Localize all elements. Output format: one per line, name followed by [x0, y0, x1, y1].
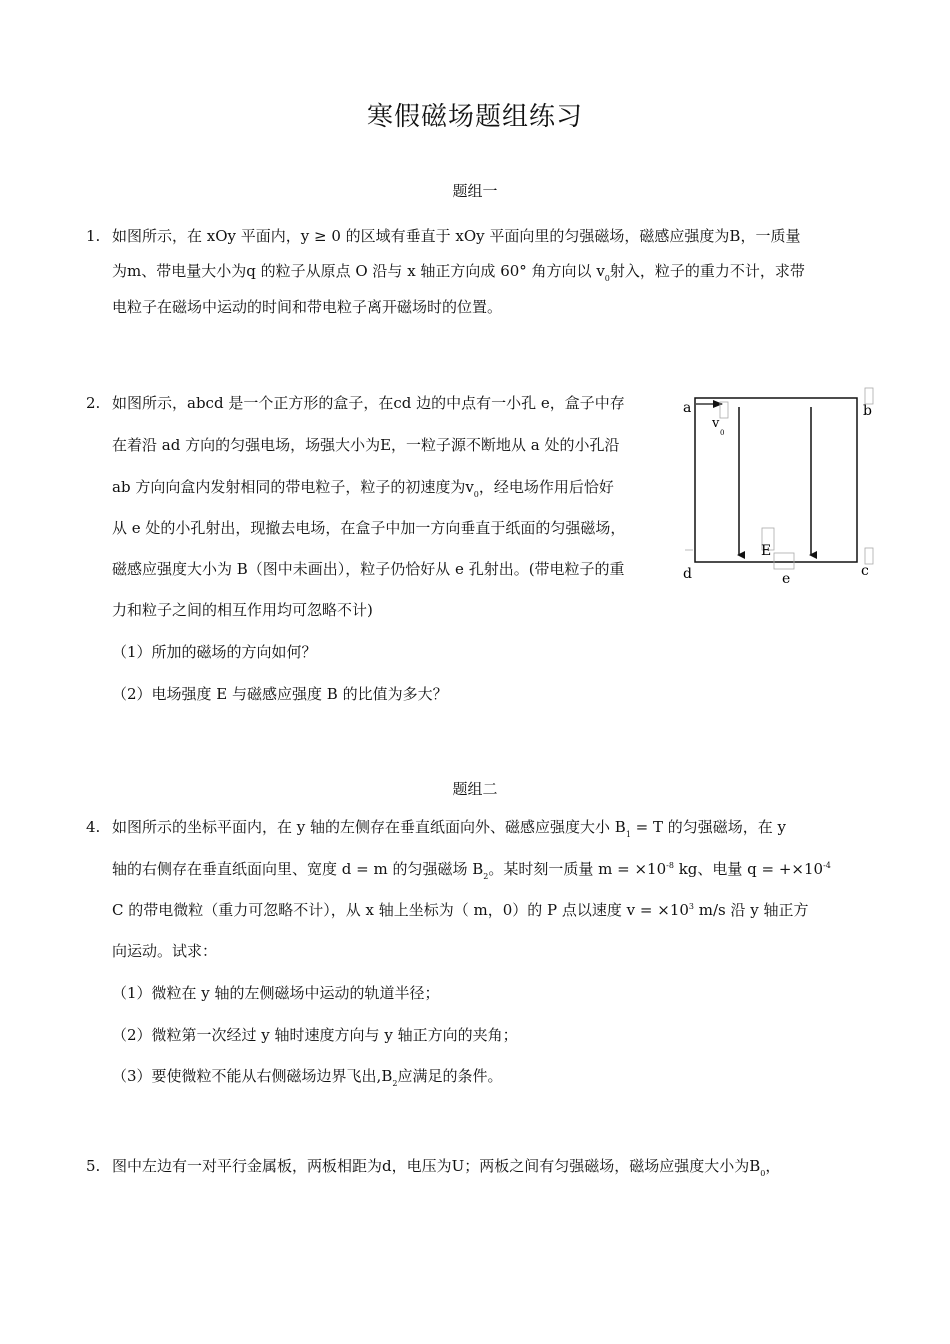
q2-number: 2. [86, 394, 101, 412]
q1-line2: 为m、带电量大小为q 的粒子从原点 O 沿与 x 轴正方向成 60° 角方向以 $v_0$射入，粒子的重力不计，求带 [112, 262, 805, 283]
label-c: c [861, 563, 869, 579]
q5-number: 5. [86, 1157, 101, 1175]
q2-subquestion-1: （1）所加的磁场的方向如何？ [112, 643, 317, 661]
label-v-subscript: 0 [720, 429, 725, 437]
q1-line3: 电粒子在磁场中运动的时间和带电粒子离开磁场时的位置。 [112, 298, 503, 316]
diagram-svg [680, 385, 880, 590]
q4-line3: C 的带电微粒（重力可忽略不计），从 x 轴上坐标为（ m，0）的 P 点以速度 $v = \times 10^3$ m/s 沿 y 轴正方 [112, 901, 809, 919]
q4-subquestion-3: （3）要使微粒不能从右侧磁场边界飞出$,B_2$应满足的条件。 [112, 1067, 503, 1088]
label-d: d [683, 566, 692, 582]
q2-line4: 从 e 处的小孔射出，现撤去电场，在盒子中加一方向垂直于纸面的匀强磁场， [112, 519, 626, 537]
q4-line1: 4. 如图所示的坐标平面内，在 y 轴的左侧存在垂直纸面向外、磁感应强度大小 $B_1 = T$ 的匀强磁场，在 y [86, 818, 787, 839]
q1-number: 1. [86, 227, 101, 245]
q4-line4: 向运动。试求： [112, 942, 218, 960]
q2-line2: 在着沿 ad 方向的匀强电场，场强大小为E，一粒子源不断地从 a 处的小孔沿 [112, 436, 620, 454]
q2-subquestion-2: （2）电场强度 E 与磁感应强度 B 的比值为多大？ [112, 685, 448, 703]
q2-line1: 2. 如图所示，abcd 是一个正方形的盒子，在cd 边的中点有一小孔 e，盒子中存 [86, 394, 625, 412]
label-v: v [712, 416, 720, 431]
page-title: 寒假磁场题组练习 [366, 102, 583, 132]
q4-subquestion-2: （2）微粒第一次经过 y 轴时速度方向与 y 轴正方向的夹角； [112, 1026, 518, 1044]
label-field-E: E [761, 543, 772, 559]
q2-line6: 力和粒子之间的相互作用均可忽略不计) [112, 601, 373, 619]
q2-line3: ab 方向向盒内发射相同的带电粒子，粒子的初速度为$v_0$，经电场作用后恰好 [112, 478, 614, 499]
q4-number: 4. [86, 818, 101, 836]
q2-line5: 磁感应强度大小为 B（图中未画出），粒子仍恰好从 e 孔射出。(带电粒子的重 [112, 560, 625, 578]
section-heading-group2: 题组二 [452, 780, 498, 798]
label-e: e [782, 571, 791, 587]
q5-line1: 5. 图中左边有一对平行金属板，两板相距为d，电压为U；两板之间有匀强磁场，磁场应强度大小为$B_0$， [86, 1157, 781, 1178]
label-b: b [863, 403, 872, 419]
label-a: a [683, 400, 692, 416]
q4-line2: 轴的右侧存在垂直纸面向里、宽度 d = m 的匀强磁场 $B_2$。某时刻一质量 $m = \times 10^{-8}$ kg、电量 $q = +\times 10^{-4}$ [112, 860, 831, 881]
box-field-diagram [680, 385, 880, 590]
q1-line1: 1. 如图所示，在 xOy 平面内，y ≥ 0 的区域有垂直于 xOy 平面向里的匀强磁场，磁感应强度为B，一质量 [86, 227, 801, 245]
section-heading-group1: 题组一 [452, 182, 498, 200]
q4-subquestion-1: （1）微粒在 y 轴的左侧磁场中运动的轨道半径； [112, 984, 440, 1002]
